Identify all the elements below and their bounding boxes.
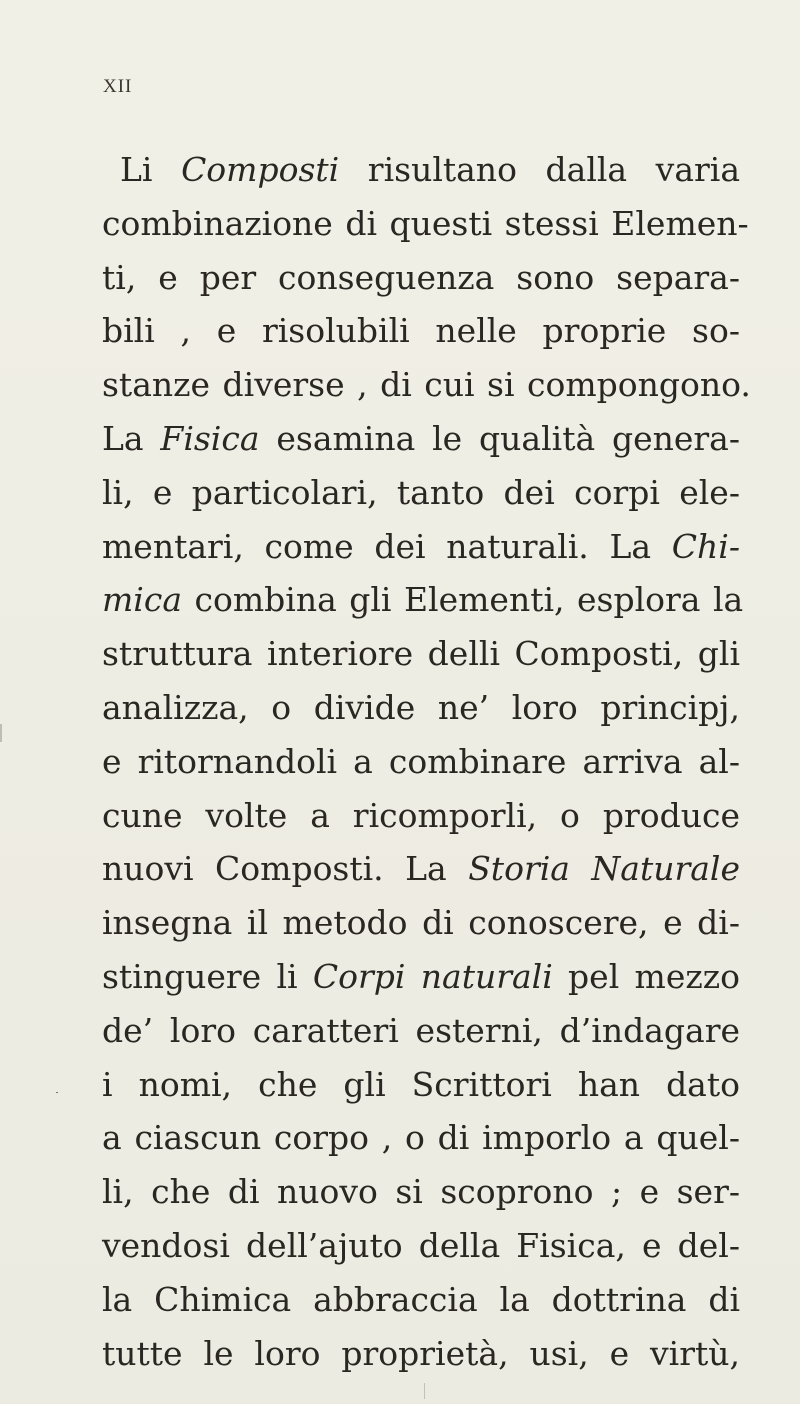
text-segment: de’ loro caratteri esterni, d’indagare	[102, 1010, 740, 1050]
text-line	[102, 199, 749, 249]
text-segment: stinguere li	[102, 957, 313, 996]
text-line	[102, 468, 740, 518]
text-segment: cune volte a ricomporli, o produce	[102, 795, 740, 835]
paper-speck	[424, 1383, 425, 1399]
italic-term: Composti	[181, 150, 340, 189]
text-segment: ti, e per conseguenza sono separa-	[102, 257, 740, 297]
italic-term: Corpi naturali	[312, 957, 553, 996]
text-line	[102, 1167, 740, 1217]
text-segment: vendosi dell’ajuto della Fisica, e del-	[102, 1226, 740, 1265]
text-line	[102, 1006, 740, 1056]
text-segment: Li	[120, 150, 182, 189]
text-line	[102, 306, 740, 356]
text-line	[102, 629, 740, 679]
italic-term: Chi-	[671, 526, 740, 566]
paper-speck	[56, 1092, 58, 1093]
text-line	[102, 683, 740, 733]
text-segment: combina gli Elementi, esplora la	[182, 580, 744, 620]
text-segment: La	[102, 419, 161, 458]
text-segment: e ritornandoli a combinare arriva al-	[102, 741, 740, 781]
text-segment: li, che di nuovo si scoprono ; e ser-	[102, 1172, 740, 1212]
italic-term: Storia Naturale	[468, 849, 741, 889]
text-line	[102, 575, 744, 625]
text-segment: struttura interiore delli Composti, gli	[102, 634, 740, 674]
text-segment: insegna il metodo di conoscere, e di-	[102, 903, 740, 943]
text-line	[102, 737, 740, 787]
text-line	[120, 145, 740, 195]
text-segment: li, e particolari, tanto dei corpi ele-	[102, 472, 740, 512]
text-line	[102, 1275, 740, 1325]
text-segment: i nomi, che gli Scrittori han dato	[102, 1064, 740, 1104]
text-line	[102, 844, 740, 894]
text-line	[102, 952, 740, 1002]
text-line	[102, 414, 740, 464]
text-segment: analizza, o divide ne’ loro principj,	[102, 688, 740, 727]
text-segment: la Chimica abbraccia la dottrina di	[102, 1279, 740, 1319]
text-line	[102, 1060, 740, 1110]
text-segment: stanze diverse , di cui si compongono.	[102, 365, 751, 405]
text-line	[102, 898, 740, 948]
text-segment: combinazione di questi stessi Elemen-	[102, 203, 749, 243]
italic-term: Fisica	[160, 419, 260, 458]
text-line	[102, 791, 740, 841]
text-segment: nuovi Composti. La	[102, 849, 469, 889]
italic-term: mica	[102, 580, 183, 620]
text-line	[102, 1329, 740, 1379]
page-number: XII	[103, 76, 133, 97]
text-segment: bili , e risolubili nelle proprie so-	[102, 311, 740, 351]
text-line	[102, 1113, 740, 1163]
text-segment: tutte le loro proprietà, usi, e virtù,	[102, 1333, 740, 1373]
text-segment: esamina le qualità genera-	[259, 419, 740, 458]
text-segment: pel mezzo	[552, 957, 741, 996]
paper-speck	[0, 724, 2, 742]
text-line	[102, 253, 740, 303]
text-segment: a ciascun corpo , o di imporlo a quel-	[102, 1118, 740, 1158]
text-line	[102, 360, 751, 410]
text-segment: mentari, come dei naturali. La	[102, 526, 672, 566]
text-line	[102, 522, 740, 572]
text-segment: risultano dalla varia	[339, 150, 740, 189]
text-line	[102, 1221, 740, 1271]
